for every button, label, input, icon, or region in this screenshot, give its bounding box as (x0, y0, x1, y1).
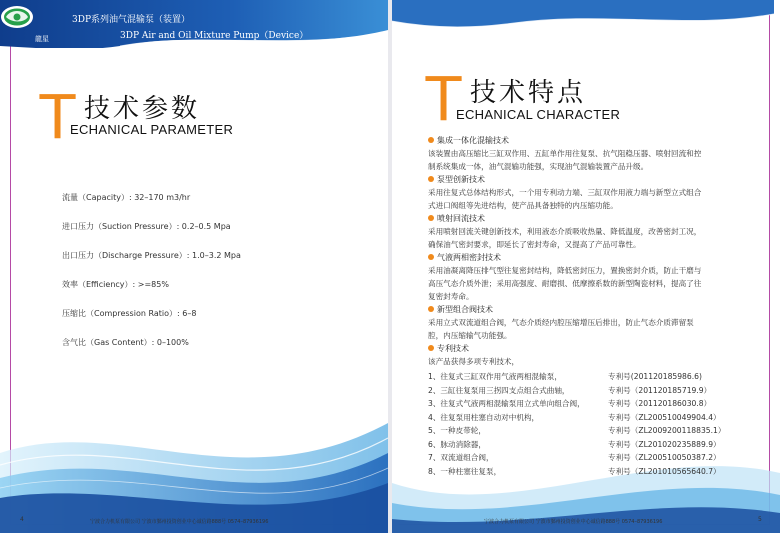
page-title-cn: 技术特点 (470, 78, 587, 108)
bullet-icon (428, 176, 434, 182)
section-line: 采用立式双流道组合阀，气态介质经内腔压缩增压后排出，防止气态介质滞留泵 (428, 318, 694, 327)
section-patents (428, 342, 758, 368)
param-suction-pressure: 进口压力（Suction Pressure）: 0.2–0.5 Mpa (62, 222, 231, 231)
company-logo-icon (0, 0, 34, 34)
section-line: 采用油凝离降压排气型往复密封结构，降低密封压力，置换密封介质，防止干磨与 (428, 266, 702, 275)
header-band (0, 0, 388, 48)
page-number: 4 (20, 516, 24, 523)
title-big-letter: T (424, 62, 464, 134)
patent-row: 8、一种柱塞往复泵， 专利号（ZL201010565640.7） (428, 466, 721, 476)
bullet-icon (428, 306, 434, 312)
header-title-en: 3DP Air and Oil Mixture Pump（Device） (120, 31, 309, 41)
section-line: 式进口阀组等先进结构，使产品具备独特的内压缩功能。 (428, 201, 618, 210)
patent-row: 1、往复式三缸双作用气液两相混输泵， 专利号(201120185986.6) (428, 372, 702, 381)
page-footer: 宁波合力机泵有限公司 宁波市鄞州投资创业中心诚信路888号 0574–87936196 (90, 519, 269, 525)
bullet-icon (428, 254, 434, 260)
section-line: 高压气态介质外泄；采用高强度、耐磨损、低摩擦系数的新型陶瓷材料，提高了往 (428, 279, 702, 288)
patent-row: 6、脉动消除器， 专利号（ZL201020235889.9） (428, 439, 721, 449)
right-header-wave (392, 0, 774, 40)
param-gas-content: 含气比（Gas Content）: 0–100% (62, 338, 189, 347)
param-efficiency: 效率（Efficiency）: >=85% (62, 280, 169, 289)
logo-text: 龍星 (35, 35, 49, 43)
section-heading: 气液两相密封技术 (428, 251, 758, 264)
patent-row: 2、三缸往复泵用三拐四支点组合式曲轴， 专利号（201120185719.9） (428, 385, 712, 395)
wave-decoration (0, 383, 388, 533)
section-line: 该产品获得多项专利技术， (428, 357, 520, 366)
param-discharge-pressure: 出口压力（Discharge Pressure）: 1.0–3.2 Mpa (62, 251, 241, 260)
section-heading: 专利技术 (428, 342, 758, 355)
left-page (0, 0, 388, 533)
page-footer: 宁波合力机泵有限公司 宁波市鄞州投资创业中心诚信路888号 0574–87936196 (484, 519, 663, 525)
section-heading: 喷射回流技术 (428, 212, 758, 225)
section-line: 制系统集成一体，油气混输功能强，实现油气混输装置产品升级。 (428, 162, 649, 171)
patent-list (428, 370, 758, 478)
section-two-phase-seal (428, 251, 758, 303)
section-line: 腔，内压缩输气功能强。 (428, 331, 512, 340)
section-line: 复密封寿命。 (428, 292, 474, 301)
page-title-en: ECHANICAL CHARACTER (456, 107, 621, 122)
page-title-en: ECHANICAL PARAMETER (70, 122, 234, 137)
page-number: 5 (758, 516, 762, 523)
patent-row: 3、往复式气液两相混输泵用立式单向组合阀， 专利号（201120186030.8） (428, 399, 712, 408)
section-line: 确保油气密封要求，即延长了密封寿命，又提高了产品可靠性。 (428, 240, 641, 249)
bullet-icon (428, 137, 434, 143)
bullet-icon (428, 215, 434, 221)
param-capacity: 流量（Capacity）: 32–170 m3/hr (62, 193, 191, 202)
patent-row: 7、双流道组合阀， 专利号（ZL200510050387.2） (428, 453, 721, 462)
patent-row: 5、一种皮带轮， 专利号（ZL2009200118835.1） (428, 426, 726, 435)
section-line: 采用喷射回流关键创新技术，利用液态介质吸收热量、降低温度，改善密封工况， (428, 227, 702, 236)
patent-row: 4、往复泵用柱塞自动对中机构， 专利号（ZL200510049904.4） (428, 412, 721, 422)
param-compression-ratio: 压缩比（Compression Ratio）: 6–8 (62, 309, 197, 318)
section-heading: 泵型创新技术 (428, 173, 758, 186)
section-integrated (428, 134, 758, 173)
bullet-icon (428, 345, 434, 351)
parameter-list (62, 192, 241, 366)
page-title-cn: 技术参数 (84, 94, 201, 124)
section-pump-innovation (428, 173, 758, 212)
feature-content (428, 134, 758, 478)
header-title-cn: 3DP系列油气混输泵（装置） (72, 15, 190, 25)
section-line: 该装置由高压缩比三缸双作用、五缸单作用往复泵、抗气阻稳压器、喷射回流和控 (428, 149, 702, 158)
section-line: 采用往复式总体结构形式，一个用专利动力端、三缸双作用液力端与新型立式组合 (428, 188, 702, 197)
title-big-letter: T (38, 80, 78, 152)
section-heading: 新型组合阀技术 (428, 303, 758, 316)
section-combined-valve (428, 303, 758, 342)
section-heading: 集成一体化混输技术 (428, 134, 758, 147)
section-jet-return (428, 212, 758, 251)
